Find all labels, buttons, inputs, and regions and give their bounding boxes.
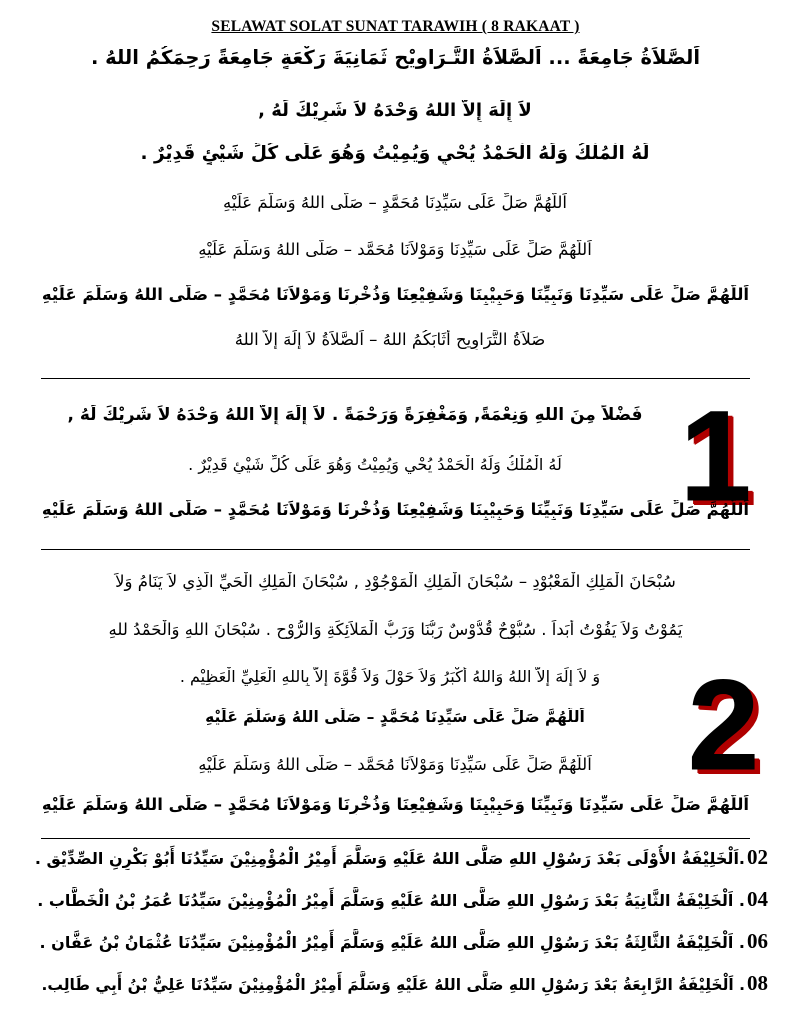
section2-line: يَمُوْتُ وَلاَ يَفُوْتُ أَبَداً . سُبُّوْحٌ قُدُّوْسٌ رَبُّنَا وَرَبُّ الْمَلاَئِكَةِ وَالرُّوْحِ . سُبْحَانَ اللهِ وَالْحَمْدُ للهِ	[108, 620, 683, 639]
intro-line: اَلصَّلاَةُ جَامِعَةً ... اَلصَّلاَةُ التَّـرَاوِيْحِ ثَمَانِيَةَ رَكْعَةٍ جَامِعَةً رَحِمَكُمُ اللهُ .	[90, 46, 701, 69]
khalifah-number: 06	[747, 929, 768, 953]
khalifah-number: 08	[747, 971, 768, 995]
khalifah-line	[34, 887, 768, 912]
section1-line: اَللَّهُمَّ صَلِّ عَلَى سَيِّدِنَا وَنَبِيِّنَا وَحَبِيْبِنَا وَشَفِيْعِنَا وَذُخْرِنَا وَمَوْلاَنَا مُحَمَّدٍ – صَلَّى اللهُ وَسَلَّمَ عَلَيْهِ	[41, 500, 750, 519]
khalifah-number: 02	[747, 845, 768, 869]
divider	[41, 378, 750, 379]
khalifah-text: .اَلْخَلِيْفَةُ الأُوْلَى بَعْدَ رَسُوْلِ اللهِ صَلَّى اللهُ عَلَيْهِ وَسَلَّمَ أَمِيْرُ الْمُؤْمِنِيْنَ سَيِّدُنَا أَبُوْ بَكْرِنِ الصِّدِّيْق .	[34, 849, 745, 868]
intro-line: اَللَّهُمَّ صَلِّ عَلَى سَيِّدِنَا مُحَمَّدٍ – صَلَّى اللهُ وَسَلَّمَ عَلَيْهِ	[223, 193, 567, 212]
khalifah-text: . اَلْخَلِيْفَةُ الرَّابِعَةُ بَعْدَ رَسُوْلِ اللهِ صَلَّى اللهُ عَلَيْهِ وَسَلَّمَ أَمِيْرُ الْمُؤْمِنِيْنَ سَيِّدُنَا عَلِيُّ بْنُ أَبِي طَالِب.	[41, 976, 745, 994]
khalifah-line	[34, 929, 768, 954]
khalifah-text: . اَلْخَلِيْفَةُ الثَّانِيَةُ بَعْدَ رَسُوْلِ اللهِ صَلَّى اللهُ عَلَيْهِ وَسَلَّمَ أَمِيْرُ الْمُؤْمِنِيْنَ سَيِّدُنَا عُمَرُ بْنُ الْخَطَّاب .	[37, 891, 745, 910]
section2-line: وَ لاَ إِلَهَ إِلاَّ اللهُ وَاللهُ أَكْبَرُ وَلاَ حَوْلَ وَلاَ قُوَّةَ إِلاَّ بِاللهِ الْعَلِيِّ الْعَظِيْمِ .	[179, 667, 601, 686]
section1-line: فَضْلاً مِنَ اللهِ وَنِعْمَةً, وَمَغْفِرَةً وَرَحْمَةً . لاَ إِلَهَ إِلاَّ اللهُ وَحْدَهُ لاَ شَرِيْكَ لَهُ ,	[67, 405, 643, 425]
khalifah-line	[34, 971, 768, 996]
khalifah-text: . اَلْخَلِيْفَةُ الثَّالِثَةُ بَعْدَ رَسُوْلِ اللهِ صَلَّى اللهُ عَلَيْهِ وَسَلَّمَ أَمِيْرُ الْمُؤْمِنِيْنَ سَيِّدُنَا عُثْمَانُ بْنُ عَفَّان .	[39, 933, 745, 952]
intro-line: لَهُ الْمُلْكُ وَلَهُ الْحَمْدُ يُحْيِ وَيُمِيْتُ وَهُوَ عَلَى كُلِّ شَيْئٍ قَدِيْرٌ .	[140, 143, 650, 164]
section2-line: اَللَّهُمَّ صَلِّ عَلَى سَيِّدِنَا وَمَوْلاَنَا مُحَمَّد – صَلَّى اللهُ وَسَلَّمَ عَلَيْهِ	[198, 755, 592, 774]
section1-line: لَهُ الْمُلْكُ وَلَهُ الْحَمْدُ يُحْيِ وَيُمِيْتُ وَهُوَ عَلَى كُلِّ شَيْئٍ قَدِيْرٌ .	[188, 455, 562, 474]
section2-line: اَللَّهُمَّ صَلِّ عَلَى سَيِّدِنَا وَنَبِيِّنَا وَحَبِيْبِنَا وَشَفِيْعِنَا وَذُخْرِنَا وَمَوْلاَنَا مُحَمَّدٍ – صَلَّى اللهُ وَسَلَّمَ عَلَيْهِ	[41, 795, 750, 814]
divider	[41, 838, 750, 839]
section-number-1: 1	[680, 385, 752, 528]
khalifah-line	[34, 845, 768, 870]
intro-line: لاَ إِلَهَ إِلاَّ اللهُ وَحْدَهُ لاَ شَرِيْكَ لَهُ ,	[258, 100, 532, 121]
page-title: SELAWAT SOLAT SUNAT TARAWIH ( 8 RAKAAT )	[211, 18, 580, 35]
intro-line: اَللَّهُمَّ صَلِّ عَلَى سَيِّدِنَا وَنَبِيِّنَا وَحَبِيْبِنَا وَشَفِيْعِنَا وَذُخْرِنَا وَمَوْلاَنَا مُحَمَّدٍ – صَلَّى اللهُ وَسَلَّمَ عَلَيْهِ	[41, 285, 750, 304]
section-number-2: 2	[688, 654, 760, 797]
section2-line: سُبْحَانَ الْمَلِكِ الْمَعْبُوْدِ – سُبْحَانَ الْمَلِكِ الْمَوْجُوْدِ , سُبْحَانَ الْمَلِكِ الْحَيِّ الَّذِي لاَ يَنَامُ وَلاَ	[115, 572, 676, 591]
khalifah-number: 04	[747, 887, 768, 911]
divider	[41, 549, 750, 550]
intro-line: اَللَّهُمَّ صَلِّ عَلَى سَيِّدِنَا وَمَوْلاَنَا مُحَمَّد – صَلَّى اللهُ وَسَلَّمَ عَلَيْهِ	[198, 240, 592, 259]
intro-line: صَلاَةُ التَّرَاوِيحِ أَثَابَكُمُ اللهُ – اَلصَّلاَةُ لاَ إِلَهَ إِلاَّ اللهُ	[234, 330, 546, 349]
section2-line: اَللَّهُمَّ صَلِّ عَلَى سَيِّدِنَا مُحَمَّدٍ – صَلَّى اللهُ وَسَلَّمَ عَلَيْهِ	[205, 708, 585, 726]
